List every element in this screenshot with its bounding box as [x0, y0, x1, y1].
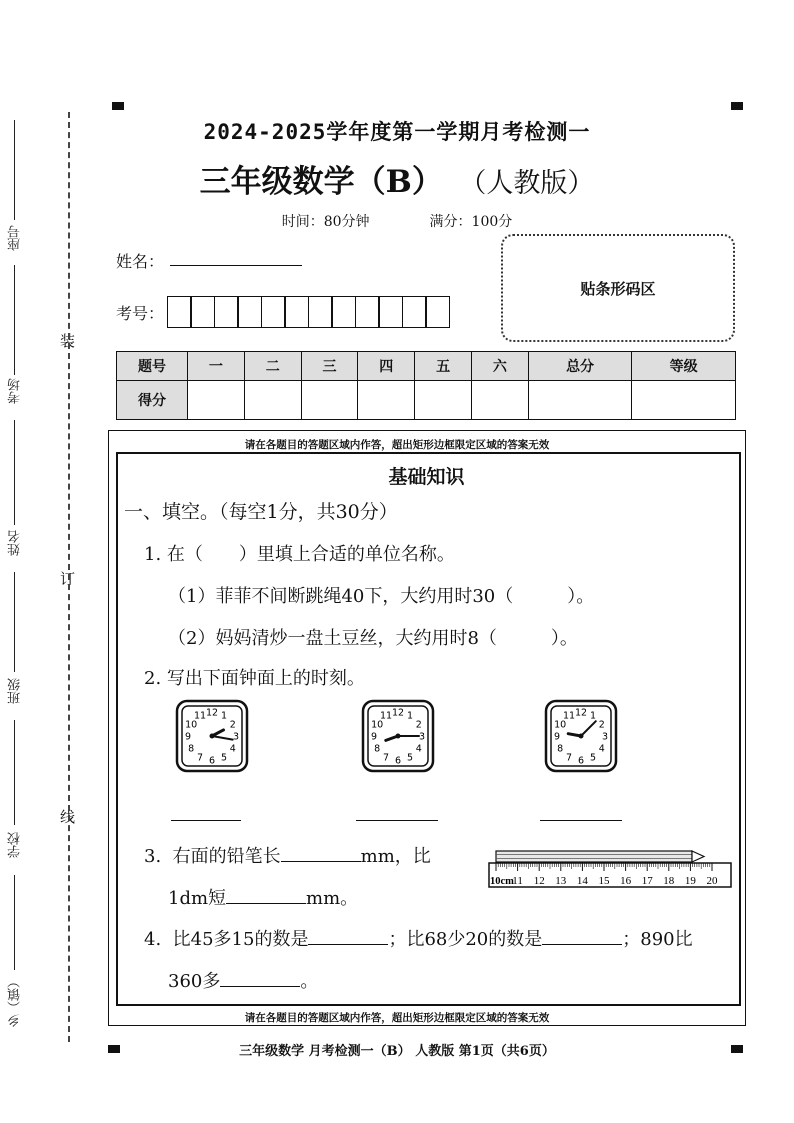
town-label: 乡（镇） [8, 975, 23, 1027]
ruler-number: 18 [663, 875, 675, 887]
full-score: 满分：100分 [429, 214, 513, 230]
clock-numeral: 1 [406, 710, 414, 722]
name-field[interactable] [170, 265, 302, 266]
clock-face-1 [175, 699, 249, 773]
binding-char-xian: 线 [60, 808, 76, 826]
clock-numeral: 5 [406, 752, 414, 764]
question-4-line-2 [168, 967, 318, 993]
question-3-line-2 [168, 884, 358, 910]
clock-numeral: 10 [371, 719, 384, 731]
clock-numeral: 7 [196, 752, 204, 764]
score-cell[interactable] [632, 381, 736, 420]
question-3-text-a: 右面的铅笔长 [172, 846, 281, 867]
clock-numeral: 1 [220, 710, 228, 722]
exam-room-line [14, 265, 15, 375]
exam-number-digit-box[interactable] [378, 296, 403, 328]
score-cell[interactable] [301, 381, 358, 420]
exam-room-label: 考场 [8, 378, 23, 404]
name-line [14, 420, 15, 525]
score-cell[interactable] [188, 381, 245, 420]
exam-number-digit-box[interactable] [308, 296, 333, 328]
clock-3-answer-line[interactable] [540, 820, 622, 821]
score-cell[interactable] [528, 381, 632, 420]
exam-number-boxes[interactable] [168, 296, 450, 328]
clock-numeral: 8 [188, 743, 195, 755]
clock-numeral: 11 [379, 710, 393, 722]
subject-name: 三年级数学（B） [199, 164, 443, 200]
clock-numeral: 9 [370, 731, 378, 743]
question-3-text-b: 1dm短 [168, 888, 227, 909]
question-1a: （1）菲菲不间断跳绳40下，大约用时30（ ）。 [168, 586, 595, 607]
clock-numeral: 4 [415, 743, 422, 755]
clock-numeral: 5 [220, 752, 228, 764]
question-4-text-b: ；比68少20的数是 [388, 929, 543, 950]
page-footer: 三年级数学 月考检测一（B） 人教版 第1页（共6页） [239, 1044, 555, 1059]
answer-area-notice-top: 请在各题目的答题区域内作答，超出矩形边框限定区域的答案无效 [244, 439, 550, 451]
clock-1-answer-line[interactable] [171, 820, 241, 821]
clock-numeral: 2 [415, 719, 422, 731]
class-line [14, 572, 15, 672]
question-3-unit-b: mm。 [306, 888, 359, 909]
clock-numeral: 12 [574, 707, 588, 719]
clock-numeral: 6 [394, 755, 402, 767]
clock-numeral: 1 [589, 710, 597, 722]
school-label: 学校 [8, 832, 23, 858]
score-header-cell: 二 [244, 352, 301, 381]
exam-title: 2024-2025学年度第一学期月考检测一 [203, 120, 591, 144]
clock-numeral: 3 [418, 731, 426, 743]
exam-number-digit-box[interactable] [355, 296, 380, 328]
clock-center [396, 734, 401, 739]
ruler-number: 14 [576, 875, 588, 887]
barcode-area: 贴条形码区 [501, 234, 735, 342]
question-1b: （2）妈妈清炒一盘土豆丝，大约用时8（ ）。 [168, 628, 578, 649]
clock-numeral: 8 [374, 743, 381, 755]
question-2-stem: 2. 写出下面钟面上的时刻。 [144, 668, 365, 689]
score-header-cell: 四 [358, 352, 415, 381]
exam-number-digit-box[interactable] [237, 296, 262, 328]
score-cell[interactable] [471, 381, 528, 420]
clock-center [210, 734, 215, 739]
clock-numeral: 3 [601, 731, 609, 743]
clock-numeral: 6 [208, 755, 216, 767]
question-4-end: 。 [300, 971, 319, 992]
clock-numeral: 4 [229, 743, 236, 755]
question-4-text-d: 360多 [168, 971, 221, 992]
question-4-number: 4. [144, 929, 162, 950]
clock-face-3 [544, 699, 618, 773]
clock-numeral: 11 [193, 710, 207, 722]
pencil-body [496, 851, 692, 862]
school-line [14, 720, 15, 825]
ruler-number: 15 [598, 875, 610, 887]
ruler-number: 11 [512, 875, 523, 887]
exam-number-digit-box[interactable] [261, 296, 286, 328]
ruler-number: 13 [555, 875, 567, 887]
clock-numeral: 5 [589, 752, 597, 764]
class-label: 班级 [8, 678, 23, 704]
clock-numeral: 4 [598, 743, 605, 755]
score-header-cell: 总分 [528, 352, 632, 381]
score-header-cell: 等级 [632, 352, 736, 381]
score-cell[interactable] [415, 381, 472, 420]
subject-title [0, 156, 794, 201]
clock-center [579, 734, 584, 739]
score-table-header-row [117, 352, 736, 381]
exam-info [0, 211, 794, 231]
question-4-text-a: 比45多15的数是 [172, 929, 309, 950]
town-line [14, 875, 15, 970]
score-row-label: 得分 [117, 381, 188, 420]
question-3-number: 3. [144, 846, 162, 867]
score-table-score-row [117, 381, 736, 420]
clock-numeral: 12 [205, 707, 219, 719]
binding-dashed-line [68, 112, 70, 1042]
clock-numeral: 10 [554, 719, 567, 731]
ruler-number: 16 [620, 875, 632, 887]
question-3-unit-a: mm，比 [360, 846, 431, 867]
registration-mark-top-right [731, 102, 743, 110]
clock-numeral: 10 [185, 719, 198, 731]
score-header-cell: 六 [471, 352, 528, 381]
clock-numeral: 8 [557, 743, 564, 755]
id-label: 考号： [116, 304, 165, 323]
question-4-line-1 [144, 925, 693, 951]
score-header-cell: 五 [415, 352, 472, 381]
exam-number-digit-box[interactable] [331, 296, 356, 328]
score-header-cell: 题号 [117, 352, 188, 381]
pencil-length-blank[interactable] [281, 843, 361, 862]
time-limit: 时间：80分钟 [281, 214, 370, 230]
clock-numeral: 7 [382, 752, 390, 764]
name-label: 姓名： [116, 252, 165, 271]
section-title: 基础知识 [388, 466, 465, 488]
ruler-number: 19 [684, 875, 696, 887]
exam-number-digit-box[interactable] [190, 296, 215, 328]
binding-char-zhuang: 装 [60, 332, 76, 350]
registration-mark-top-left [112, 102, 124, 110]
score-cell[interactable] [244, 381, 301, 420]
ruler-number: 20 [706, 875, 718, 887]
ruler-with-pencil [486, 846, 734, 890]
binding-char-ding: 订 [60, 570, 76, 588]
clock-numeral: 2 [598, 719, 605, 731]
clock-numeral: 7 [565, 752, 573, 764]
question-4-text-c: ；890比 [622, 929, 693, 950]
clock-numeral: 6 [577, 755, 585, 767]
sum-answer-blank[interactable] [308, 926, 388, 945]
ruler-number: 17 [641, 875, 653, 887]
edition-label: （人教版） [472, 168, 595, 199]
ruler-number: 12 [533, 875, 545, 887]
pencil-tip [692, 851, 704, 862]
answer-area-notice-bottom: 请在各题目的答题区域内作答，超出矩形边框限定区域的答案无效 [244, 1012, 550, 1024]
score-header-cell: 一 [188, 352, 245, 381]
clock-numeral: 9 [553, 731, 561, 743]
clock-numeral: 3 [232, 731, 240, 743]
clock-2-answer-line[interactable] [356, 820, 438, 821]
name-side-label: 姓名 [8, 530, 23, 556]
clock-numeral: 12 [391, 707, 405, 719]
exam-number-digit-box[interactable] [284, 296, 309, 328]
exam-number-digit-box[interactable] [214, 296, 239, 328]
part-one-heading: 一、填空。（每空1分，共30分） [124, 501, 398, 523]
exam-number-digit-box[interactable] [402, 296, 427, 328]
ruler-label-10cm: 10cm [490, 876, 514, 887]
exam-number-digit-box[interactable] [425, 296, 450, 328]
clock-numeral: 11 [562, 710, 576, 722]
clock-numeral: 9 [184, 731, 192, 743]
question-3-line-1 [144, 842, 431, 868]
difference-answer-blank[interactable] [542, 926, 622, 945]
score-table [116, 351, 736, 420]
clock-numeral: 2 [229, 719, 236, 731]
excess-answer-blank[interactable] [220, 968, 300, 987]
seat-number-label: 座号 [8, 225, 23, 251]
score-header-cell: 三 [301, 352, 358, 381]
question-1-stem: 1. 在（ ）里填上合适的单位名称。 [144, 544, 455, 565]
exam-number-digit-box[interactable] [167, 296, 192, 328]
clock-face-2 [361, 699, 435, 773]
shorter-than-dm-blank[interactable] [226, 885, 306, 904]
score-cell[interactable] [358, 381, 415, 420]
